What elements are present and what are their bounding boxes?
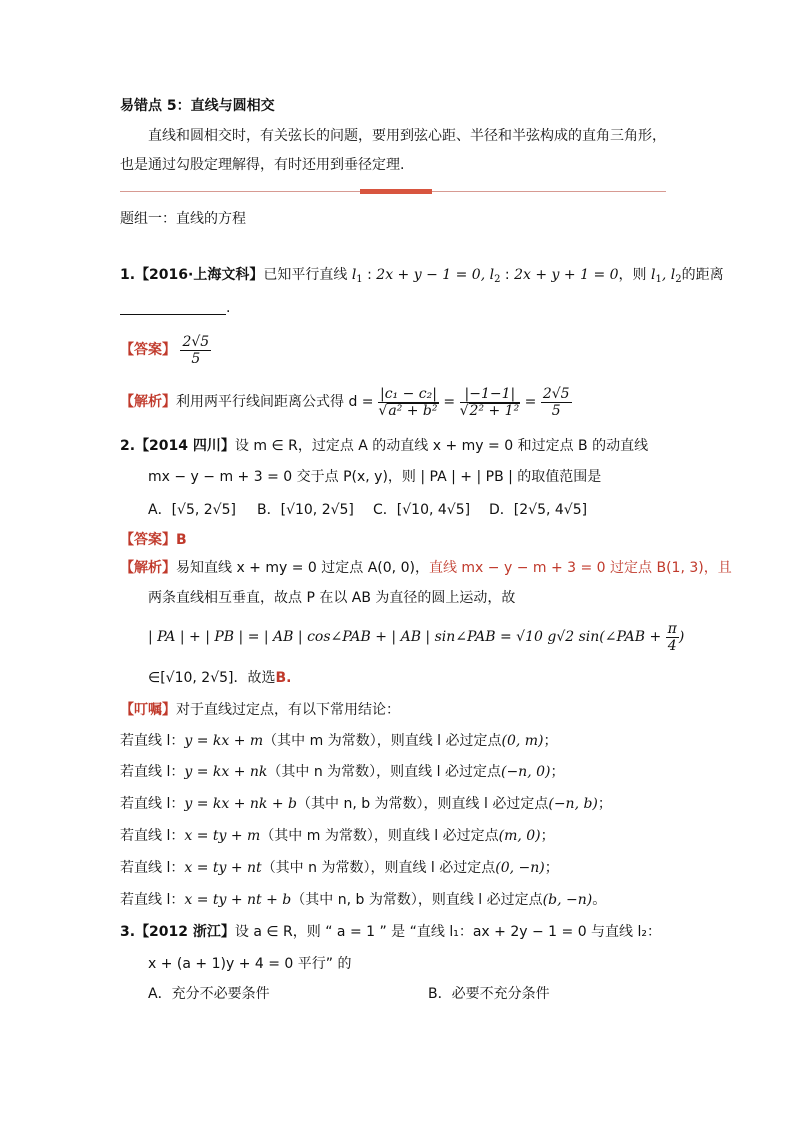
q1-answer-numerator: 2√5	[182, 333, 210, 350]
q2-option-a: A．[√5, 2√5]	[148, 502, 236, 518]
q3-option-b: B．必要不充分条件	[428, 986, 550, 1002]
q1-formula-denominator: a² + b²	[388, 402, 438, 419]
remark-item-condition: （其中 n, b 为常数），则直线 l 必过定点	[297, 796, 549, 812]
remark-item-lead: 若直线 l：	[120, 733, 185, 749]
remark-item-point: (−n, b)	[548, 796, 598, 812]
remark-item-condition: （其中 n 为常数），则直线 l 必过定点	[267, 764, 501, 780]
q2-analysis-line-1	[120, 558, 732, 578]
q2-pi-over-4	[666, 621, 679, 654]
q2-four: 4	[667, 637, 677, 654]
q2-number: 2.	[120, 438, 136, 454]
q1-answer-denominator: 5	[191, 350, 201, 367]
q2-answer	[120, 530, 187, 550]
q1-substituted-numerator: |−1−1|	[460, 386, 521, 403]
group-title: 题组一：直线的方程	[120, 211, 246, 227]
q1-l2-eq: 2x + y + 1 = 0	[514, 267, 619, 283]
remark-item-condition: （其中 m 为常数），则直线 l 必过定点	[263, 733, 502, 749]
q2-option-b: B．[√10, 2√5]	[257, 502, 354, 518]
q2-analysis-equation: | PA | + | PB | = | AB | cos∠PAB + | AB | sin∠PAB = √10 g√2 sin(∠PAB +	[148, 629, 662, 645]
q1-answer	[120, 330, 211, 370]
q2-analysis-line-4	[148, 668, 292, 688]
q2-analysis-1b: 直线 mx − y − m + 3 = 0 过定点 B(1, 3)，且	[428, 560, 732, 576]
q1-blank-line	[120, 298, 230, 318]
q2-answer-label: 【答案】	[120, 532, 176, 548]
q2-option-d: D．[2√5, 4√5]	[489, 502, 588, 518]
q2-analysis-line-3	[148, 618, 684, 656]
q1-answer-label: 【答案】	[120, 342, 176, 358]
q1-l2-symbol: $l_2$	[489, 267, 501, 285]
remark-item-equation: x = ty + nt	[184, 860, 262, 876]
remark-item	[120, 858, 559, 878]
q3-number: 3.	[120, 924, 136, 940]
q2-option-c: C．[√10, 4√5]	[373, 502, 471, 518]
q1-text-a: 已知平行直线	[263, 267, 348, 283]
q1-result-denominator: 5	[551, 402, 561, 419]
q1-tail: .	[226, 300, 231, 316]
q1-formula-den-wrap: √a² + b²	[378, 402, 438, 419]
remark-item	[120, 794, 612, 814]
q2-text-a: 设 m ∈ R，过定点 A 的动直线 x + my = 0 和过定点 B 的动直线	[234, 438, 649, 454]
q1-analysis: 【解析】利用两平行线间距离公式得 d = $\frac{\text{|c₁ − c₂|}}{\text{√a² + b²}}$ = $\frac{|-1-1|}{\text{√2² + 1²}}$ = $\frac{2√5}{5}$	[120, 385, 570, 419]
remark-item-point: (0, −n)	[495, 860, 545, 876]
q2-pi: π	[667, 620, 677, 637]
remark-item-condition: （其中 n 为常数），则直线 l 必过定点	[261, 860, 496, 876]
remark-item-lead: 若直线 l：	[120, 828, 185, 844]
q3-text-a: 设 a ∈ R，则 “ a = 1 ” 是 “直线 l₁：ax + 2y − 1 = 0 与直线 l₂：	[234, 924, 662, 940]
q2-answer-value: B	[176, 532, 187, 548]
q1-formula-fraction	[378, 386, 439, 419]
q3-source: 【2012 浙江】	[135, 924, 235, 940]
divider-accent	[360, 189, 432, 194]
q1-l1-symbol: $l_1$	[351, 267, 363, 285]
remark-item	[120, 890, 606, 910]
section-heading: 易错点 5：直线与圆相交	[120, 98, 275, 114]
remark-item-equation: y = kx + nk	[184, 764, 268, 780]
remark-item-point: (m, 0)	[498, 828, 541, 844]
q1-l1-l2-symbols: $l_1$, $l_2$	[650, 267, 682, 285]
q1-answer-blank	[120, 300, 226, 315]
remark-item-equation: x = ty + nt + b	[184, 892, 292, 908]
q3-stem-line-1	[120, 922, 661, 942]
q2-source: 【2014 四川】	[135, 438, 235, 454]
q2-final-choice: B.	[275, 670, 292, 686]
q1-substituted-denominator: 2² + 1²	[469, 402, 520, 419]
remark-item-lead: 若直线 l：	[120, 892, 185, 908]
q1-analysis-text: 利用两平行线间距离公式得 d =	[176, 394, 374, 410]
q1-source: 【2016·上海文科】	[135, 267, 264, 283]
remark-item	[120, 826, 555, 846]
intro-line-1: 直线和圆相交时，有关弦长的问题，要用到弦心距、半径和半弦构成的直角三角形，	[148, 128, 666, 144]
q2-analysis-label: 【解析】	[120, 560, 176, 576]
remark-label: 【叮嘱】	[120, 702, 176, 718]
remark-item-condition: （其中 n, b 为常数），则直线 l 必过定点	[291, 892, 543, 908]
q2-range-result: ∈[√10, 2√5]．故选	[148, 670, 276, 686]
q1-number: 1.	[120, 267, 136, 283]
remark-item-end: ；	[543, 733, 558, 749]
remark-item	[120, 731, 558, 751]
remark-item-condition: （其中 m 为常数），则直线 l 必过定点	[260, 828, 499, 844]
intro-line-2: 也是通过勾股定理解得，有时还用到垂径定理.	[120, 157, 405, 173]
q1-answer-fraction	[180, 334, 211, 367]
q2-close-paren: )	[678, 629, 685, 645]
remark-item-point: (0, m)	[501, 733, 544, 749]
q1-result-fraction	[541, 386, 572, 419]
remark-item-end: ；	[544, 860, 559, 876]
remark-item-point: (−n, 0)	[500, 764, 551, 780]
q2-analysis-line-2: 两条直线相互垂直，故点 P 在以 AB 为直径的圆上运动，故	[148, 590, 516, 606]
remark-item-equation: y = kx + nk + b	[184, 796, 297, 812]
q1-analysis-label: 【解析】	[120, 394, 176, 410]
q1-l1-eq: 2x + y − 1 = 0,	[376, 267, 486, 283]
remark-item-equation: y = kx + m	[184, 733, 264, 749]
q2-analysis-1a: 易知直线 x + my = 0 过定点 A(0, 0)，	[176, 560, 429, 576]
q1-text-c: 的距离	[681, 267, 724, 283]
remark-item-equation: x = ty + m	[184, 828, 261, 844]
q1-substituted-fraction	[460, 386, 521, 419]
q1-result-numerator: 2√5	[542, 385, 570, 402]
remark-heading	[120, 700, 400, 720]
remark-item-lead: 若直线 l：	[120, 764, 185, 780]
q2-stem-line-2: mx − y − m + 3 = 0 交于点 P(x, y)，则 | PA | + | PB | 的取值范围是	[148, 469, 602, 485]
remark-item-lead: 若直线 l：	[120, 860, 185, 876]
q2-stem-line-1	[120, 436, 648, 456]
remark-item-end: ；	[597, 796, 612, 812]
remark-item-end: ；	[550, 764, 565, 780]
q3-option-a: A．充分不必要条件	[148, 986, 270, 1002]
remark-item-lead: 若直线 l：	[120, 796, 185, 812]
q1-text-b: ，则	[618, 267, 647, 283]
remark-text: 对于直线过定点，有以下常用结论：	[176, 702, 400, 718]
remark-item	[120, 762, 564, 782]
q1-formula-numerator: |c₁ − c₂|	[379, 385, 437, 402]
q1-stem: 1.【2016·上海文科】已知平行直线 $l_1$ : 2x + y − 1 = 0, $l_2$ : 2x + y + 1 = 0，则 $l_1$, $l_2$的距离	[120, 267, 724, 285]
remark-item-end: ；	[540, 828, 555, 844]
remark-item-end: 。	[592, 892, 607, 908]
q1-substituted-den-wrap: √2² + 1²	[459, 402, 520, 419]
q3-stem-line-2: x + (a + 1)y + 4 = 0 平行” 的	[148, 956, 352, 972]
remark-item-point: (b, −n)	[542, 892, 593, 908]
